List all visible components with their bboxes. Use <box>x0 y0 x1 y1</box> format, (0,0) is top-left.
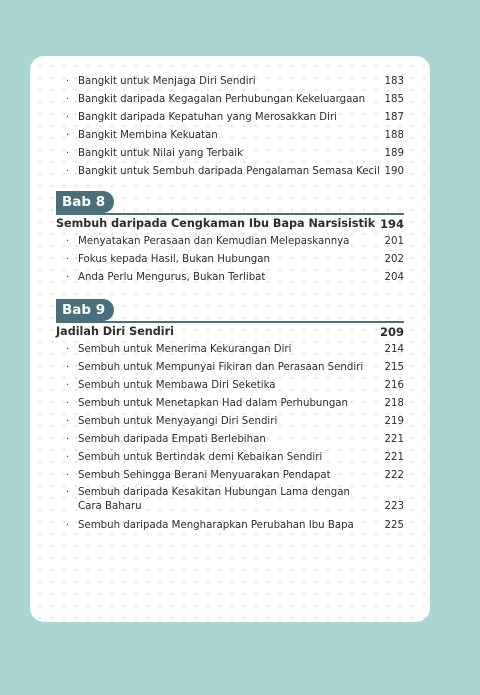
chapter-8-heading[interactable] <box>30 215 430 233</box>
entry-page: 225 <box>384 520 404 531</box>
chapter-8-page: 194 <box>379 217 404 231</box>
entry-title: Bangkit daripada Kepatuhan yang Merosakkan Diri <box>78 112 337 123</box>
toc-entry[interactable] <box>30 74 430 90</box>
toc-entry[interactable] <box>30 252 430 268</box>
entry-title: Bangkit daripada Kegagalan Perhubungan Kekeluargaan <box>78 94 366 105</box>
entry-page: 221 <box>384 434 404 445</box>
entry-page: 187 <box>384 112 404 123</box>
toc-entry[interactable] <box>30 234 430 250</box>
toc-page <box>30 56 430 622</box>
bullet-icon: · <box>66 416 70 427</box>
entry-page: 215 <box>384 362 404 373</box>
chapter-9-page: 209 <box>379 325 404 339</box>
bullet-icon: · <box>66 272 70 283</box>
entry-title: Bangkit untuk Nilai yang Terbaik <box>78 148 244 159</box>
toc-entry[interactable] <box>30 432 430 448</box>
bullet-icon: · <box>66 112 70 123</box>
entry-title: Anda Perlu Mengurus, Bukan Terlibat <box>78 272 266 283</box>
bullet-icon: · <box>66 398 70 409</box>
entry-page: 223 <box>384 501 404 512</box>
entry-page: 188 <box>384 130 404 141</box>
entry-title: Menyatakan Perasaan dan Kemudian Melepaskannya <box>78 236 350 247</box>
entry-page: 190 <box>384 166 404 177</box>
bullet-icon: · <box>66 236 70 247</box>
bullet-icon: · <box>66 470 70 481</box>
toc-entry[interactable] <box>30 110 430 126</box>
toc-entry[interactable] <box>30 378 430 394</box>
bullet-icon: · <box>66 452 70 463</box>
entry-page: 221 <box>384 452 404 463</box>
entry-page: 218 <box>384 398 404 409</box>
entry-page: 216 <box>384 380 404 391</box>
toc-entry[interactable] <box>30 164 430 180</box>
toc-entry[interactable] <box>30 92 430 108</box>
entry-title: Bangkit Membina Kekuatan <box>78 130 218 141</box>
entry-title: Sembuh daripada Mengharapkan Perubahan Ibu Bapa <box>78 520 354 531</box>
entry-title: Sembuh untuk Membawa Diri Seketika <box>78 380 276 391</box>
entry-page: 202 <box>384 254 404 265</box>
toc-entry[interactable] <box>30 396 430 412</box>
chapter-9-title: Jadilah Diri Sendiri <box>56 325 174 338</box>
bullet-icon: · <box>66 487 70 498</box>
entry-page: 219 <box>384 416 404 427</box>
toc-entry[interactable] <box>30 518 430 534</box>
toc-entry[interactable] <box>30 360 430 376</box>
entry-page: 222 <box>384 470 404 481</box>
chapter-8-title: Sembuh daripada Cengkaman Ibu Bapa Narsisistik <box>56 217 376 230</box>
entry-title: Bangkit untuk Menjaga Diri Sendiri <box>78 76 256 87</box>
entry-page: 185 <box>384 94 404 105</box>
bullet-icon: · <box>66 94 70 105</box>
entry-page: 183 <box>384 76 404 87</box>
entry-page: 214 <box>384 344 404 355</box>
entry-title: Sembuh daripada Kesakitan Hubungan Lama dengan Cara Baharu <box>78 487 350 512</box>
entry-title: Bangkit untuk Sembuh daripada Pengalaman Semasa Kecil <box>78 166 380 177</box>
toc-entry[interactable] <box>30 128 430 144</box>
bullet-icon: · <box>66 76 70 87</box>
entry-title: Sembuh untuk Bertindak demi Kebaikan Sendiri <box>78 452 323 463</box>
toc-entry[interactable] <box>30 468 430 484</box>
entry-title: Sembuh untuk Menerima Kekurangan Diri <box>78 344 292 355</box>
toc-entry[interactable] <box>30 414 430 430</box>
bullet-icon: · <box>66 362 70 373</box>
chapter-9-heading[interactable] <box>30 323 430 341</box>
bullet-icon: · <box>66 344 70 355</box>
chapter-9-label: Bab 9 <box>56 299 114 321</box>
entry-page: 189 <box>384 148 404 159</box>
entry-title: Sembuh untuk Mempunyai Fikiran dan Perasaan Sendiri <box>78 362 364 373</box>
bullet-icon: · <box>66 130 70 141</box>
entry-title: Fokus kepada Hasil, Bukan Hubungan <box>78 254 270 265</box>
toc-entry[interactable] <box>30 450 430 466</box>
bullet-icon: · <box>66 254 70 265</box>
entry-title: Sembuh untuk Menyayangi Diri Sendiri <box>78 416 278 427</box>
entry-page: 201 <box>384 236 404 247</box>
bullet-icon: · <box>66 520 70 531</box>
toc-entry[interactable] <box>30 270 430 286</box>
toc-entry[interactable] <box>30 146 430 162</box>
entry-page: 204 <box>384 272 404 283</box>
chapter-8-label: Bab 8 <box>56 191 114 213</box>
bullet-icon: · <box>66 380 70 391</box>
bullet-icon: · <box>66 166 70 177</box>
entry-title: Sembuh daripada Empati Berlebihan <box>78 434 266 445</box>
entry-title: Sembuh untuk Menetapkan Had dalam Perhubungan <box>78 398 348 409</box>
bullet-icon: · <box>66 434 70 445</box>
toc-entry[interactable] <box>30 342 430 358</box>
toc-entry[interactable] <box>30 486 430 516</box>
entry-title: Sembuh Sehingga Berani Menyuarakan Pendapat <box>78 470 331 481</box>
bullet-icon: · <box>66 148 70 159</box>
